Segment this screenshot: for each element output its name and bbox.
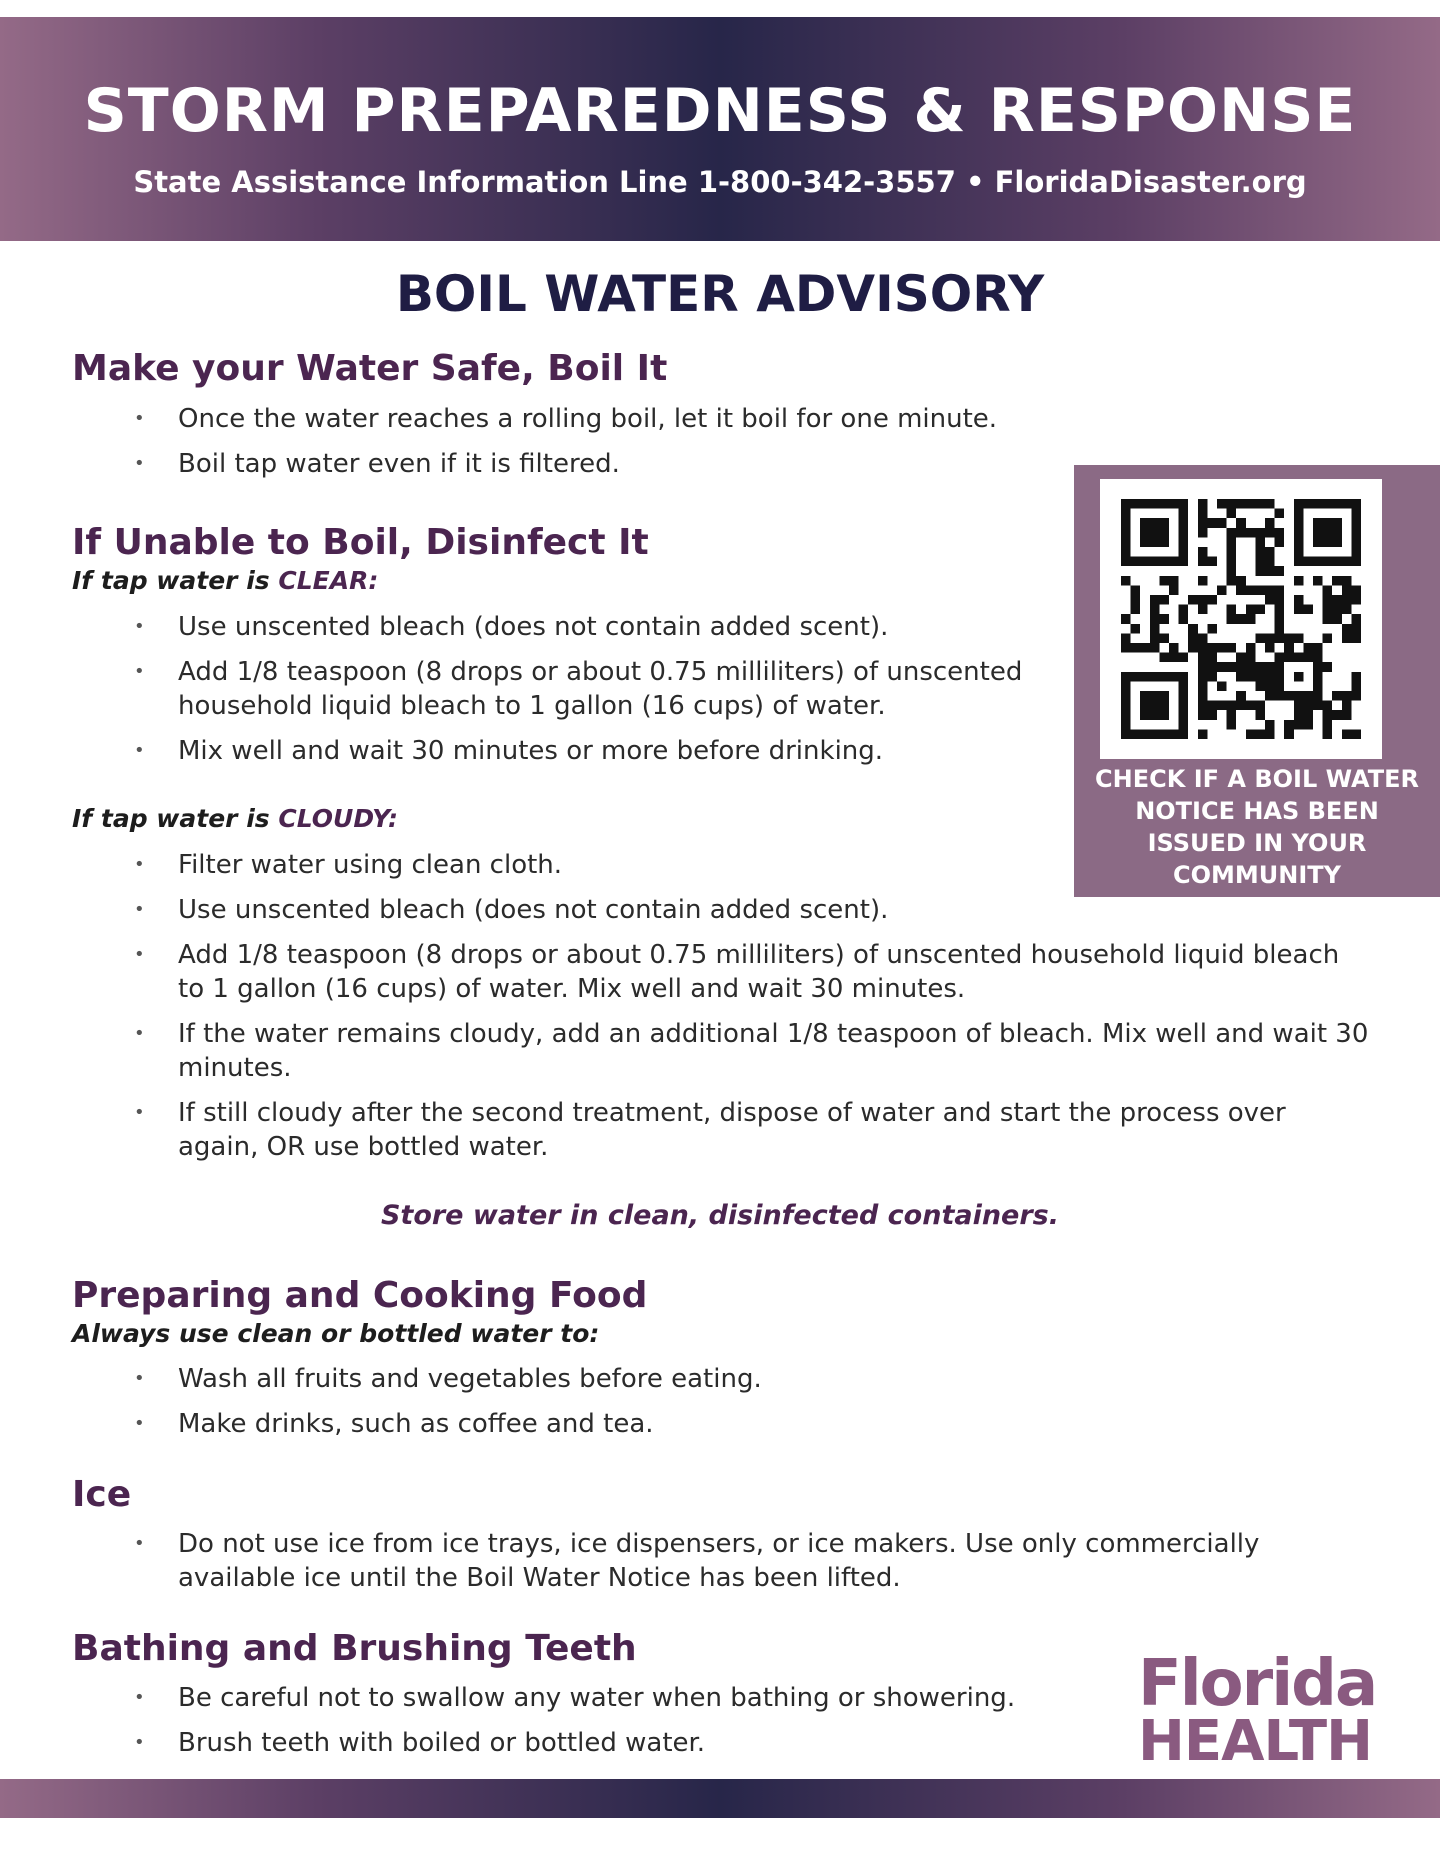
logo-line-florida: Florida [1138, 1647, 1377, 1721]
list-item: • Use unscented bleach (does not contain added scent). [0, 893, 1370, 927]
section-heading-food: Preparing and Cooking Food [72, 1275, 648, 1316]
florida-health-logo [1138, 1647, 1377, 1774]
section-heading-disinfect: If Unable to Boil, Disinfect It [72, 522, 649, 563]
list-item: • Make drinks, such as coffee and tea. [0, 1407, 762, 1441]
subheading-clear-prefix: If tap water is [72, 566, 279, 595]
list-item: • Once the water reaches a rolling boil, let it boil for one minute. [0, 402, 997, 436]
header-title: STORM PREPAREDNESS & RESPONSE [83, 76, 1357, 146]
logo-line-health: HEALTH [1138, 1709, 1372, 1774]
header-subtitle: State Assistance Information Line 1-800-342-3557 • FloridaDisaster.org [133, 165, 1307, 199]
list-item: • If the water remains cloudy, add an additional 1/8 teaspoon of bleach. Mix well and wait 30 minutes. [0, 1017, 1370, 1085]
list-item: • Filter water using clean cloth. [0, 848, 1370, 882]
list-item: • Mix well and wait 30 minutes or more before drinking. [0, 734, 1060, 768]
section-heading-bathing: Bathing and Brushing Teeth [72, 1628, 637, 1669]
footer-banner [0, 1779, 1440, 1818]
header-banner [0, 17, 1440, 241]
section-heading-ice: Ice [72, 1474, 132, 1515]
qr-panel [1074, 465, 1440, 897]
section-heading-boil: Make your Water Safe, Boil It [72, 348, 668, 389]
list-bathing [0, 1681, 1015, 1760]
list-item: • Be careful not to swallow any water when bathing or showering. [0, 1681, 1015, 1715]
subheading-food: Always use clean or bottled water to: [72, 1319, 600, 1348]
list-boil [0, 402, 997, 481]
subheading-clear-em: CLEAR: [278, 566, 379, 595]
list-item: • Use unscented bleach (does not contain added scent). [0, 610, 1060, 644]
store-water-note: Store water in clean, disinfected containers. [380, 1200, 1060, 1231]
list-ice [0, 1527, 1370, 1595]
list-item: • Brush teeth with boiled or bottled water. [0, 1726, 1015, 1760]
list-item: • Wash all fruits and vegetables before eating. [0, 1362, 762, 1396]
qr-code-icon[interactable] [1121, 499, 1361, 739]
subheading-cloudy-em: CLOUDY: [278, 804, 399, 833]
qr-code-frame[interactable] [1100, 479, 1382, 759]
list-item: • Boil tap water even if it is filtered. [0, 447, 997, 481]
subheading-cloudy-prefix: If tap water is [72, 804, 279, 833]
list-item: • Add 1/8 teaspoon (8 drops or about 0.75 milliliters) of unscented household liquid bleach to 1 gallon (16 cups) of water. [0, 655, 1060, 723]
list-food [0, 1362, 762, 1441]
document-title: BOIL WATER ADVISORY [395, 265, 1045, 323]
list-item: • If still cloudy after the second treatment, dispose of water and start the process over again, OR use bottled water. [0, 1096, 1370, 1164]
list-clear [0, 610, 1060, 768]
qr-caption: CHECK IF A BOIL WATER NOTICE HAS BEEN ISSUED IN YOUR COMMUNITY [1095, 765, 1419, 889]
subheading-clear [72, 565, 378, 597]
subheading-cloudy [72, 803, 398, 835]
list-item: • Add 1/8 teaspoon (8 drops or about 0.75 milliliters) of unscented household liquid bleach to 1 gallon (16 cups) of water. Mix well and wait 30 minutes. [0, 938, 1370, 1006]
list-item: • Do not use ice from ice trays, ice dispensers, or ice makers. Use only commercially available ice until the Boil Water Notice has been lifted. [0, 1527, 1370, 1595]
